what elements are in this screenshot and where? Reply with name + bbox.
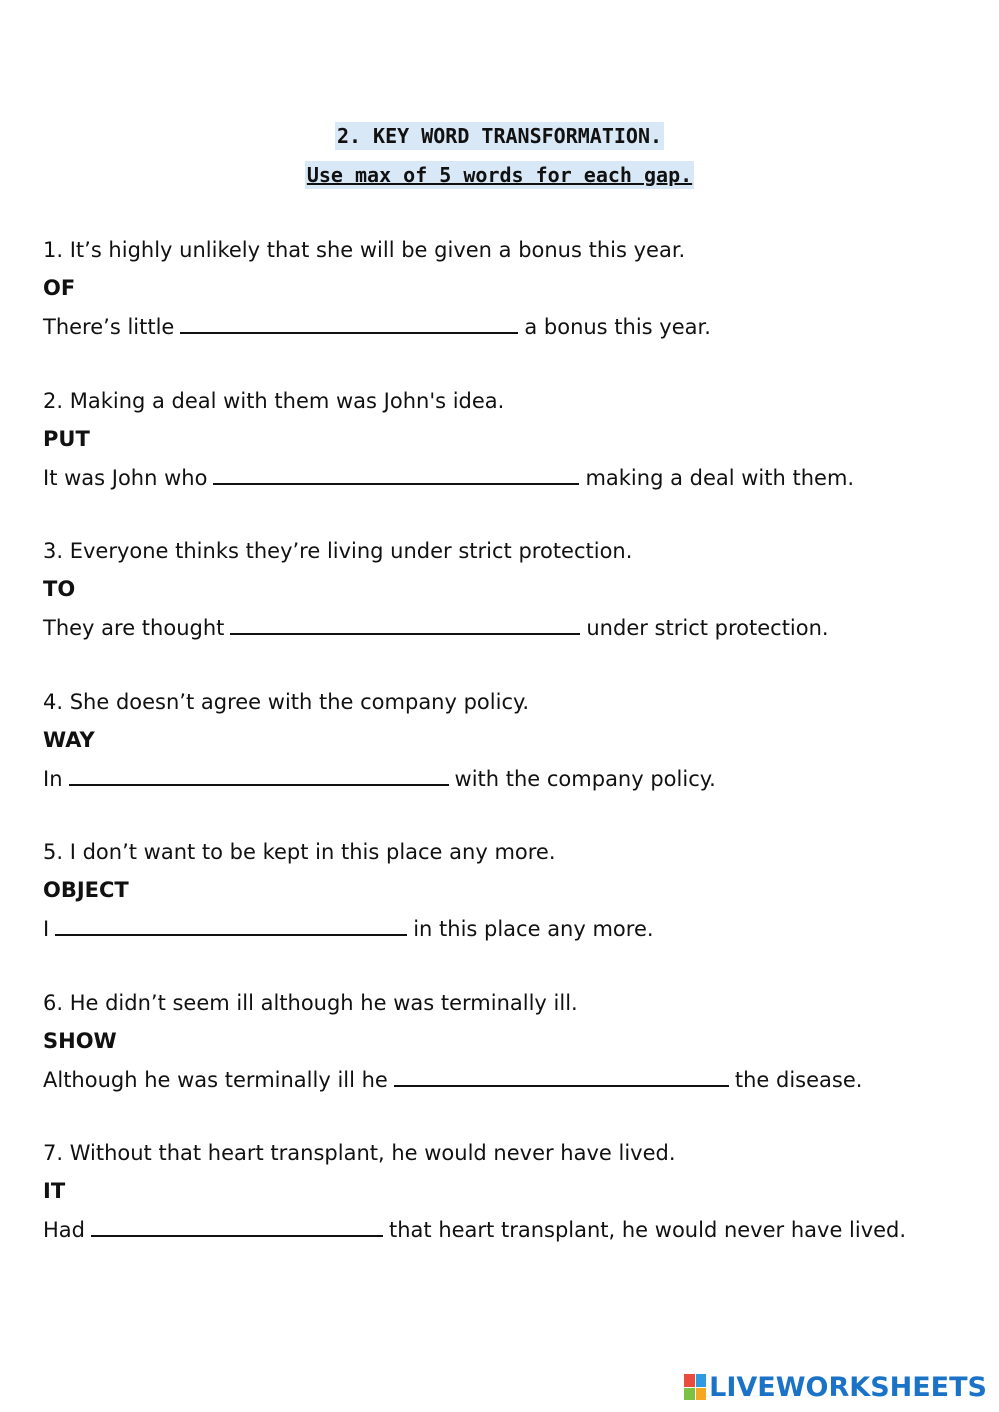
sentence-end: that heart transplant, he would never have lived. bbox=[389, 1218, 907, 1242]
transformation-line bbox=[43, 1065, 963, 1103]
key-word: IT bbox=[43, 1179, 66, 1203]
sentence-end: under strict protection. bbox=[586, 616, 829, 640]
question-sentence: 4. She doesn’t agree with the company policy. bbox=[43, 690, 530, 714]
liveworksheets-badge-icon bbox=[684, 1374, 706, 1400]
sentence-end: a bonus this year. bbox=[524, 315, 711, 339]
key-word: WAY bbox=[43, 728, 95, 752]
sentence-end: the disease. bbox=[734, 1068, 863, 1092]
key-word: OBJECT bbox=[43, 878, 129, 902]
question-sentence: 6. He didn’t seem ill although he was terminally ill. bbox=[43, 991, 578, 1015]
question-sentence: 3. Everyone thinks they’re living under strict protection. bbox=[43, 539, 633, 563]
sentence-end: with the company policy. bbox=[454, 767, 716, 791]
worksheet-instructions: Use max of 5 words for each gap. bbox=[306, 163, 693, 187]
question-7 bbox=[43, 1139, 963, 1253]
key-word: PUT bbox=[43, 427, 90, 451]
sentence-start: Although he was terminally ill he bbox=[43, 1068, 388, 1092]
question-sentence: 1. It’s highly unlikely that she will be given a bonus this year. bbox=[43, 238, 686, 262]
transformation-line bbox=[43, 1215, 963, 1253]
transformation-line bbox=[43, 764, 963, 802]
question-2 bbox=[43, 387, 963, 501]
key-word: SHOW bbox=[43, 1029, 117, 1053]
question-6 bbox=[43, 989, 963, 1103]
answer-gap[interactable] bbox=[180, 312, 518, 334]
question-sentence: 7. Without that heart transplant, he would never have lived. bbox=[43, 1141, 676, 1165]
transformation-line bbox=[43, 613, 963, 651]
worksheet-title: 2. KEY WORD TRANSFORMATION. bbox=[336, 124, 663, 148]
question-sentence: 5. I don’t want to be kept in this place any more. bbox=[43, 840, 556, 864]
answer-gap[interactable] bbox=[213, 463, 579, 485]
transformation-line bbox=[43, 312, 963, 350]
liveworksheets-logo bbox=[684, 1370, 987, 1404]
key-word: TO bbox=[43, 577, 76, 601]
sentence-start: In bbox=[43, 767, 63, 791]
question-1 bbox=[43, 236, 963, 350]
sentence-start: I bbox=[43, 917, 50, 941]
sentence-end: making a deal with them. bbox=[585, 466, 855, 490]
answer-gap[interactable] bbox=[69, 764, 449, 786]
answer-gap[interactable] bbox=[91, 1215, 383, 1237]
sentence-end: in this place any more. bbox=[413, 917, 654, 941]
question-sentence: 2. Making a deal with them was John's idea. bbox=[43, 389, 505, 413]
answer-gap[interactable] bbox=[230, 613, 580, 635]
key-word: OF bbox=[43, 276, 76, 300]
sentence-start: It was John who bbox=[43, 466, 208, 490]
question-5 bbox=[43, 838, 963, 952]
transformation-line bbox=[43, 914, 963, 952]
sentence-start: They are thought bbox=[43, 616, 225, 640]
question-3 bbox=[43, 537, 963, 651]
answer-gap[interactable] bbox=[394, 1065, 729, 1087]
answer-gap[interactable] bbox=[55, 914, 407, 936]
question-4 bbox=[43, 688, 963, 802]
transformation-line bbox=[43, 463, 963, 501]
sentence-start: There’s little bbox=[43, 315, 175, 339]
logo-text: LIVEWORKSHEETS bbox=[709, 1371, 987, 1403]
sentence-start: Had bbox=[43, 1218, 85, 1242]
